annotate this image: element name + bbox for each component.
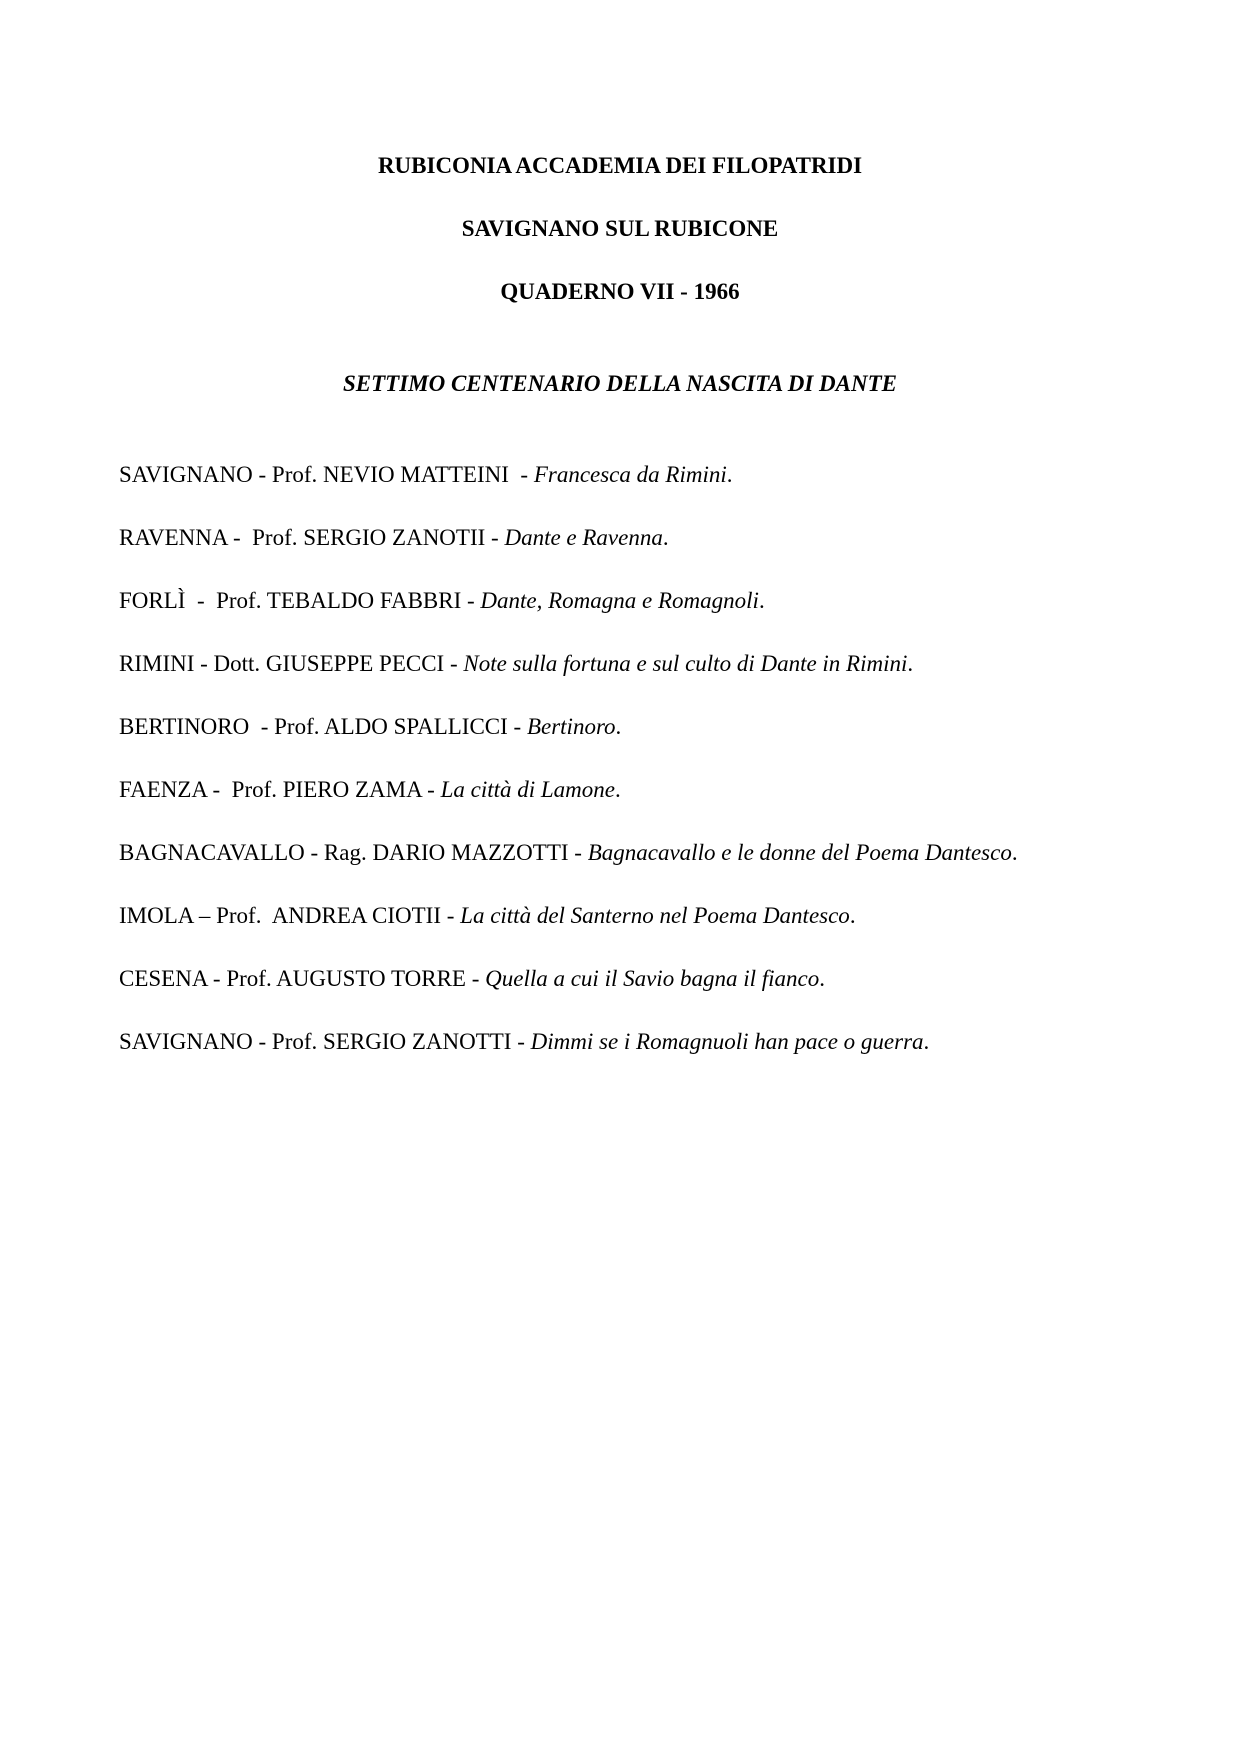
academy-title: RUBICONIA ACCADEMIA DEI FILOPATRIDI (377, 153, 863, 178)
entry-work-title: Dante e Ravenna (504, 525, 663, 550)
entry-punctuation: . (615, 714, 622, 739)
list-item (119, 461, 1199, 489)
entry-work-title: Dimmi se i Romagnuoli han pace o guerra (530, 1029, 924, 1054)
entry-punctuation: . (1011, 840, 1018, 865)
entry-author: CESENA - Prof. AUGUSTO TORRE - (119, 966, 486, 991)
list-item (119, 965, 1199, 993)
entry-work-title: Quella a cui il Savio bagna il fianco (485, 966, 820, 991)
entry-punctuation: . (819, 966, 825, 991)
entry-work-title: La città del Santerno nel Poema Dantesco (460, 903, 850, 928)
entry-punctuation: . (662, 525, 669, 550)
entry-author: IMOLA – Prof. ANDREA CIOTII - (119, 903, 461, 928)
list-item (119, 587, 1199, 615)
entry-punctuation: . (923, 1029, 930, 1054)
document-subtitle: SETTIMO CENTENARIO DELLA NASCITA DI DANTE (342, 371, 898, 396)
entry-work-title: Note sulla fortuna e sul culto di Dante in Rimini (463, 651, 908, 676)
location-title: SAVIGNANO SUL RUBICONE (461, 216, 779, 241)
entry-author: RIMINI - Dott. GIUSEPPE PECCI - (119, 651, 464, 676)
entry-punctuation: . (849, 903, 856, 928)
entry-punctuation: . (907, 651, 914, 676)
entry-author: FAENZA - Prof. PIERO ZAMA - (119, 777, 441, 802)
entry-author: FORLÌ - Prof. TEBALDO FABBRI - (119, 588, 481, 613)
entry-author: SAVIGNANO - Prof. NEVIO MATTEINI - (119, 462, 534, 487)
contributions-list (119, 461, 1199, 1091)
entry-author: SAVIGNANO - Prof. SERGIO ZANOTTI - (119, 1029, 531, 1054)
entry-work-title: Francesca da Rimini (533, 462, 727, 487)
entry-work-title: Bertinoro (526, 714, 616, 739)
list-item (119, 902, 1199, 930)
issue-title: QUADERNO VII - 1966 (500, 279, 740, 304)
list-item (119, 839, 1199, 867)
entry-author: BAGNACAVALLO - Rag. DARIO MAZZOTTI - (119, 840, 588, 865)
entry-work-title: La città di Lamone (440, 777, 615, 802)
entry-work-title: Dante, Romagna e Romagnoli (480, 588, 759, 613)
list-item (119, 524, 1199, 552)
list-item (119, 650, 1199, 678)
entry-author: RAVENNA - Prof. SERGIO ZANOTII - (119, 525, 505, 550)
list-item (119, 713, 1199, 741)
entry-punctuation: . (758, 588, 765, 613)
entry-work-title: Bagnacavallo e le donne del Poema Dantesco (587, 840, 1012, 865)
entry-punctuation: . (615, 777, 621, 802)
entry-punctuation: . (726, 462, 733, 487)
entry-author: BERTINORO - Prof. ALDO SPALLICCI - (119, 714, 527, 739)
list-item (119, 776, 1199, 804)
list-item (119, 1028, 1199, 1056)
